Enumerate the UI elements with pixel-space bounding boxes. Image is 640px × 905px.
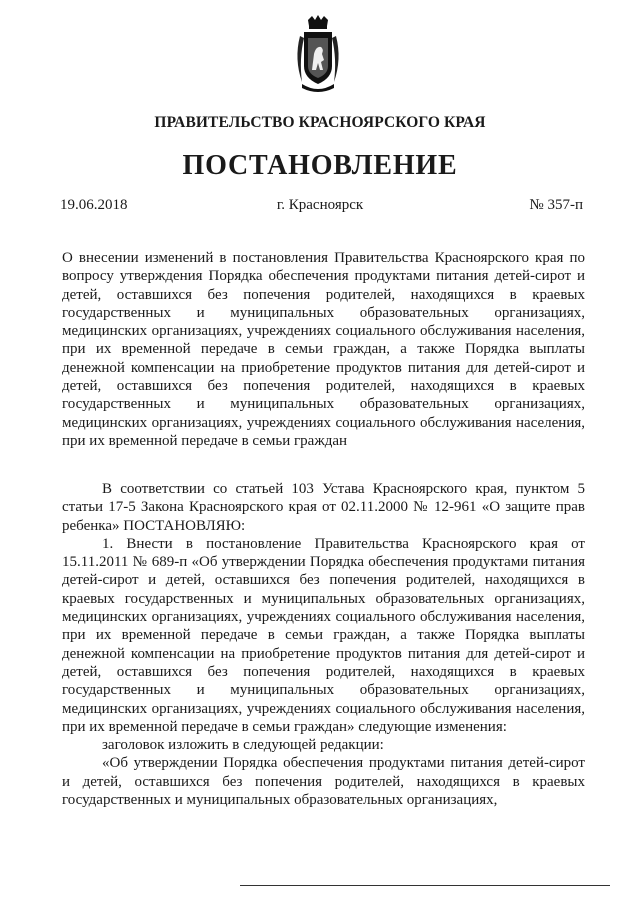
paragraph-preamble: В соответствии со статьей 103 Устава Красноярского края, пунктом 5 статьи 17-5 Закона Красноярского края от 02.11.2000 № 12-961 «О защите прав ребенка» ПОСТАНОВЛЯЮ:: [62, 481, 585, 534]
document-number: № 357-п: [529, 197, 583, 213]
coat-of-arms-icon: [290, 14, 346, 96]
document-body: [62, 480, 585, 809]
document-subject: О внесении изменений в постановления Правительства Красноярского края по вопросу утверждения Порядка обеспечения продуктами питания детей-сирот и детей, оставшихся без попечения родителей, находящихся в краевых государственных и муниципальных образовательных организациях, медицинских организациях, учреждениях социального обслуживания населения, при их временной передаче в семьи граждан, а также Порядка выплаты денежной компенсации на приобретение продуктов питания для детей-сирот и детей, оставшихся без попечения родителей, находящихся в краевых государственных и муниципальных образовательных организациях, медицинских организациях, учреждениях социального обслуживания населения, при их временной передаче в семьи граждан: [62, 250, 585, 449]
document-city: г. Красноярск: [276, 197, 364, 213]
paragraph-item-1: 1. Внести в постановление Правительства Красноярского края от 15.11.2011 № 689-п «Об утверждении Порядка обеспечения продуктами питания детей-сирот и детей, оставшихся без попечения родителей, находящихся в краевых государственных и муниципальных образовательных организациях, медицинских организациях, учреждениях социального обслуживания населения, при их временной передаче в семьи граждан, а также Порядка выплаты денежной компенсации на приобретение продуктов питания для детей-сирот и детей, оставшихся без попечения родителей, находящихся в краевых государственных и муниципальных образовательных организациях, медицинских организациях, учреждениях социального обслуживания населения, при их временной передаче в семьи граждан» следующие изменения:: [62, 535, 585, 735]
paragraph-heading-instruction: заголовок изложить в следующей редакции:: [102, 737, 384, 754]
document-type-title: ПОСТАНОВЛЕНИЕ: [182, 150, 458, 181]
government-title: ПРАВИТЕЛЬСТВО КРАСНОЯРСКОГО КРАЯ: [154, 114, 486, 131]
document-date: 19.06.2018: [60, 197, 128, 213]
page-bottom-rule: [240, 885, 610, 886]
paragraph-new-heading: «Об утверждении Порядка обеспечения продуктами питания детей-сирот и детей, оставшихся без попечения родителей, находящихся в краевых государственных и муниципальных образовательных организациях,: [62, 755, 585, 809]
